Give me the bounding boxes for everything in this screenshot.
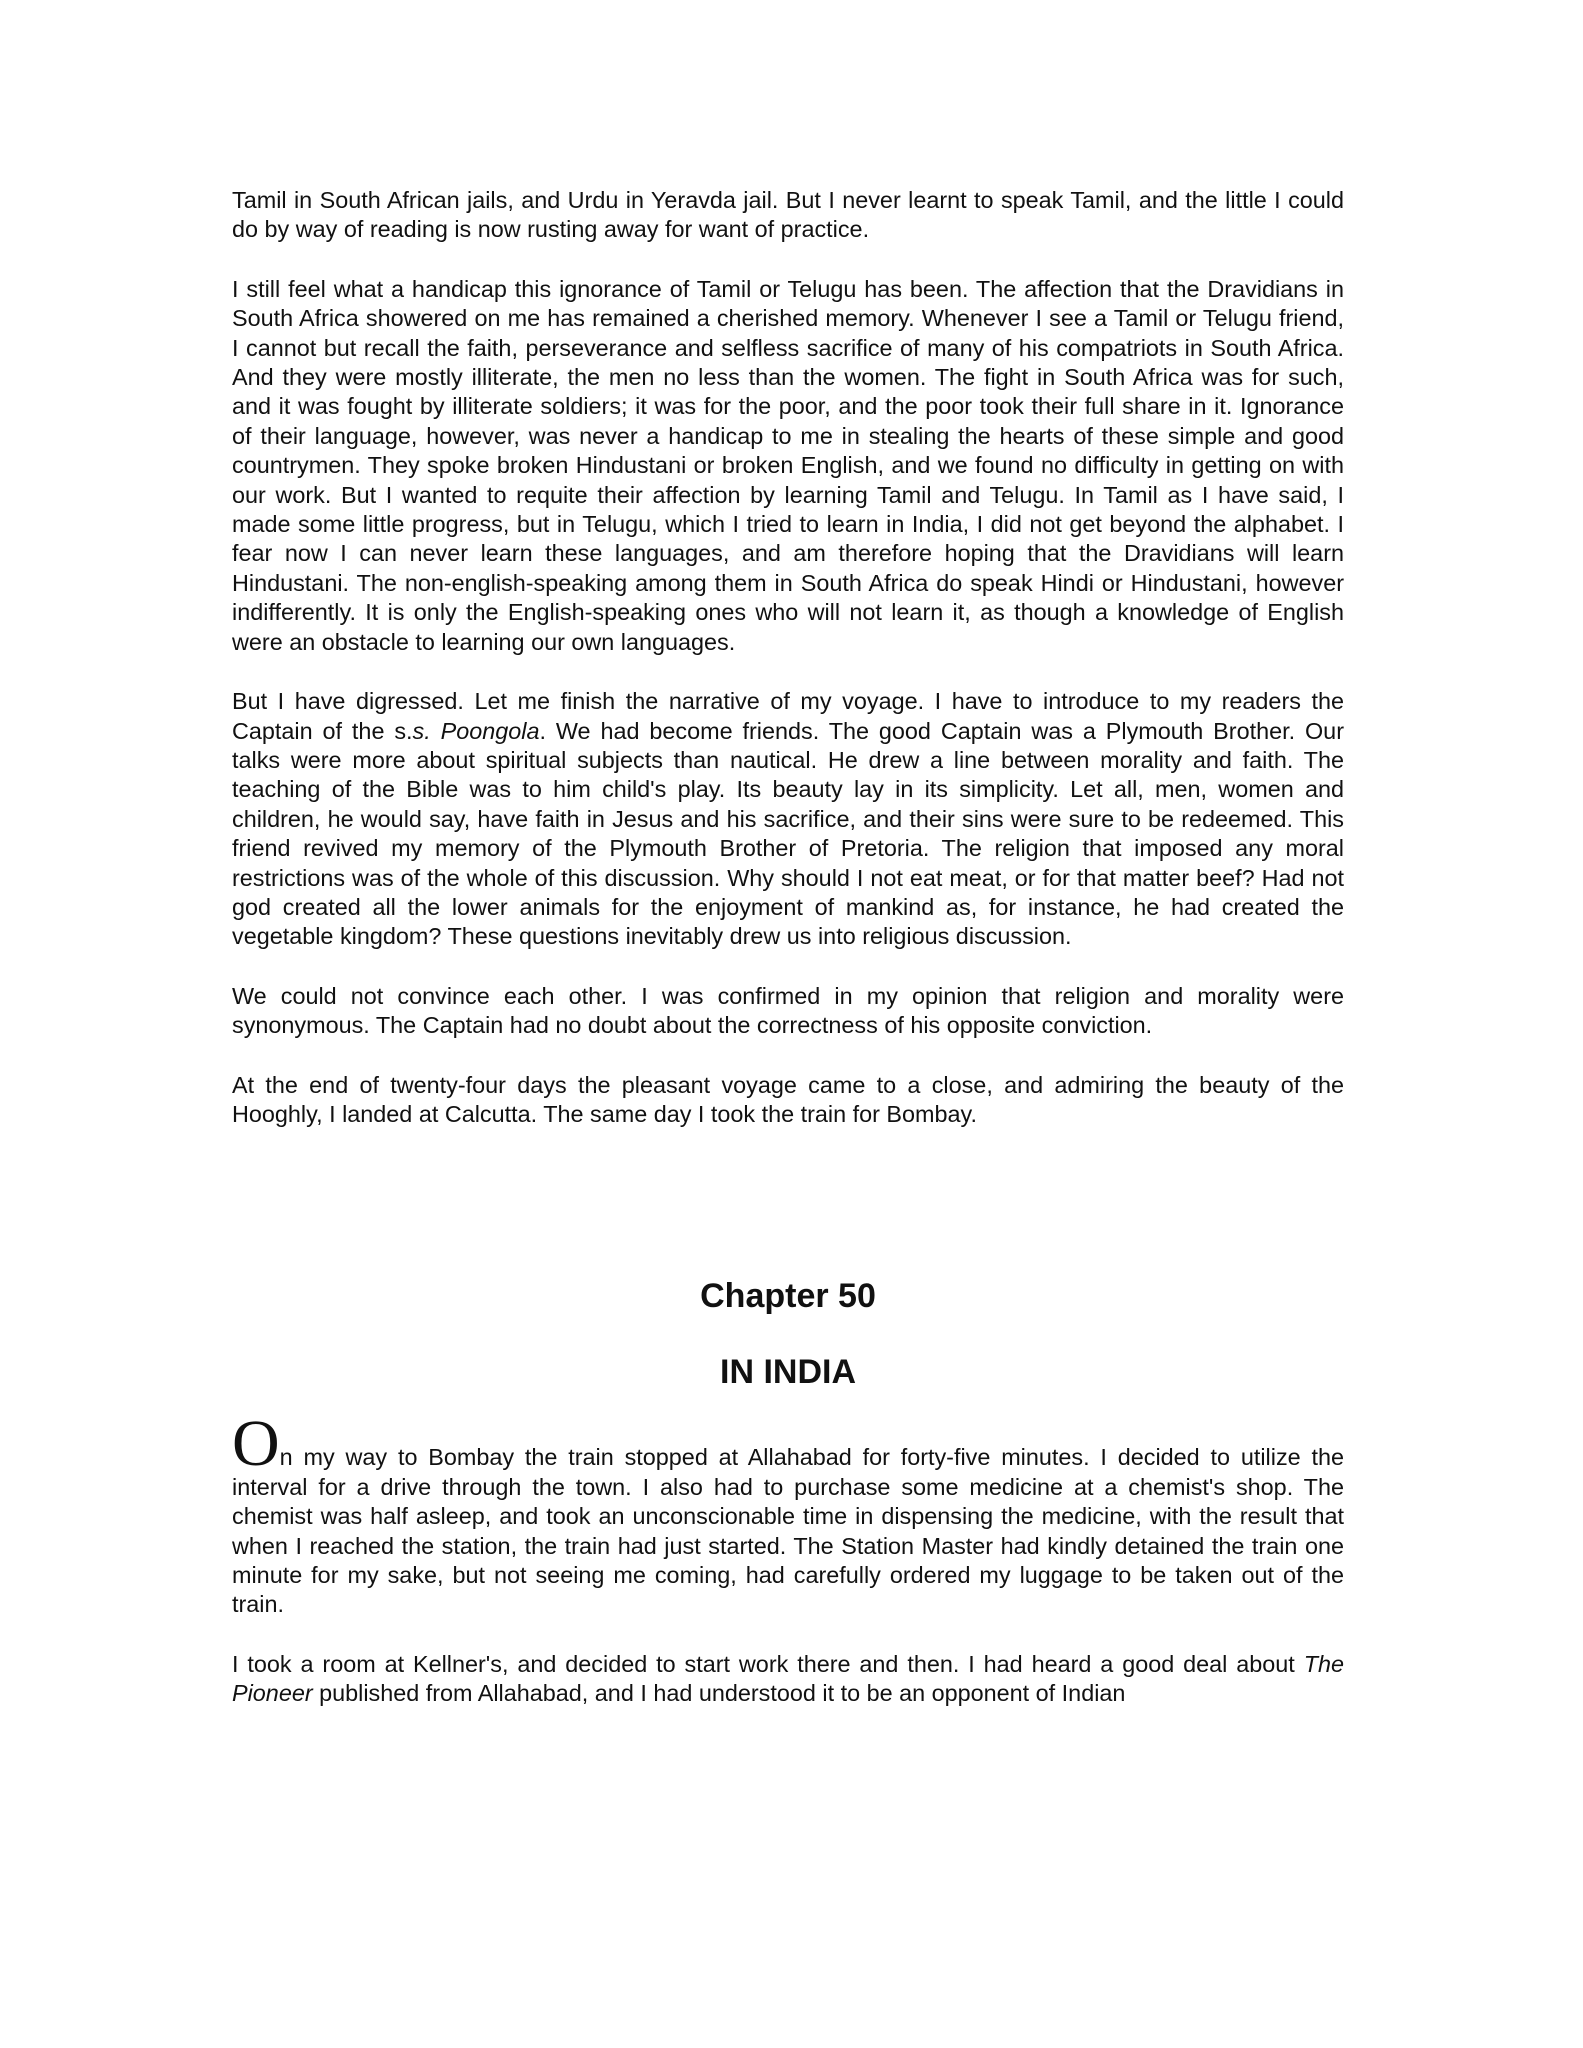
- chapter-body: [232, 1407, 1344, 1708]
- paragraph: At the end of twenty-four days the pleasant voyage came to a close, and admiring the beauty of the Hooghly, I landed at Calcutta. The same day I took the train for Bombay.: [232, 1071, 1344, 1127]
- ship-name: s. Poongola: [412, 717, 540, 744]
- paragraph-text: published from Allahabad, and I had understood it to be an opponent of Indian: [312, 1680, 1126, 1707]
- paragraph: [232, 687, 1344, 952]
- paragraph-text: But I have digressed. Let me finish the narrative of my voyage. I have to introduce to my readers the Captain of the s.: [232, 688, 1344, 744]
- paragraph-text: . We had become friends. The good Captain was a Plymouth Brother. Our talks were more about spiritual subjects than nautical. He drew a line between morality and faith. The teaching of the Bible was to him child's play. Its beauty lay in its simplicity. Let all, men, women and children, he would say, have faith in Jesus and his sacrifice, and their sins were sure to be redeemed. This friend revived my memory of the Plymouth Brother of Pretoria. The religion that imposed any moral restrictions was of the whole of this discussion. Why should I not eat meat, or for that matter beef? Had not god created all the lower animals for the enjoyment of mankind as, for instance, he had created the vegetable kingdom? These questions inevitably drew us into religious discussion.: [232, 717, 1344, 950]
- drop-cap: O: [232, 1407, 280, 1481]
- paragraph: We could not convince each other. I was confirmed in my opinion that religion and morality were synonymous. The Captain had no doubt about the correctness of his opposite conviction.: [232, 982, 1344, 1039]
- paragraph: Tamil in South African jails, and Urdu in Yeravda jail. But I never learnt to speak Tamil, and the little I could do by way of reading is now rusting away for want of practice.: [232, 187, 1344, 243]
- page-content: [232, 186, 1344, 1709]
- chapter-heading: [232, 1276, 1344, 1392]
- paragraph-text: n my way to Bombay the train stopped at Allahabad for forty-five minutes. I decided to utilize the interval for a drive through the town. I also had to purchase some medicine at a chemist's shop. The chemist was half asleep, and took an unconscionable time in dispensing the medicine, with the result that when I reached the station, the train had just started. The Station Master had kindly detained the train one minute for my sake, but not seeing me coming, had carefully ordered my luggage to be taken out of the train.: [232, 1444, 1344, 1618]
- newspaper-name: The Pioneer: [232, 1650, 1344, 1707]
- paragraph-text: I took a room at Kellner's, and decided to start work there and then. I had heard a good deal about: [232, 1650, 1304, 1677]
- chapter-number: Chapter 50: [700, 1277, 876, 1316]
- paragraph: [232, 1650, 1344, 1709]
- paragraph: I still feel what a handicap this ignorance of Tamil or Telugu has been. The affection that the Dravidians in South Africa showered on me has remained a cherished memory. Whenever I see a Tamil or Telugu friend, I cannot but recall the faith, perseverance and selfless sacrifice of many of his compatriots in South Africa. And they were mostly illiterate, the men no less than the women. The fight in South Africa was for such, and it was fought by illiterate soldiers; it was for the poor, and the poor took their full share in it. Ignorance of their language, however, was never a handicap to me in stealing the hearts of these simple and good countrymen. They spoke broken Hindustani or broken English, and we found no difficulty in getting on with our work. But I wanted to requite their affection by learning Tamil and Telugu. In Tamil as I have said, I made some little progress, but in Telugu, which I tried to learn in India, I did not get beyond the alphabet. I fear now I can never learn these languages, and am therefore hoping that the Dravidians will learn Hindustani. The non-english-speaking among them in South Africa do speak Hindi or Hindustani, however indifferently. It is only the English-speaking ones who will not learn it, as though a knowledge of English were an obstacle to learning our own languages.: [232, 275, 1344, 655]
- chapter-title: IN INDIA: [720, 1353, 856, 1392]
- paragraph: [232, 1407, 1344, 1619]
